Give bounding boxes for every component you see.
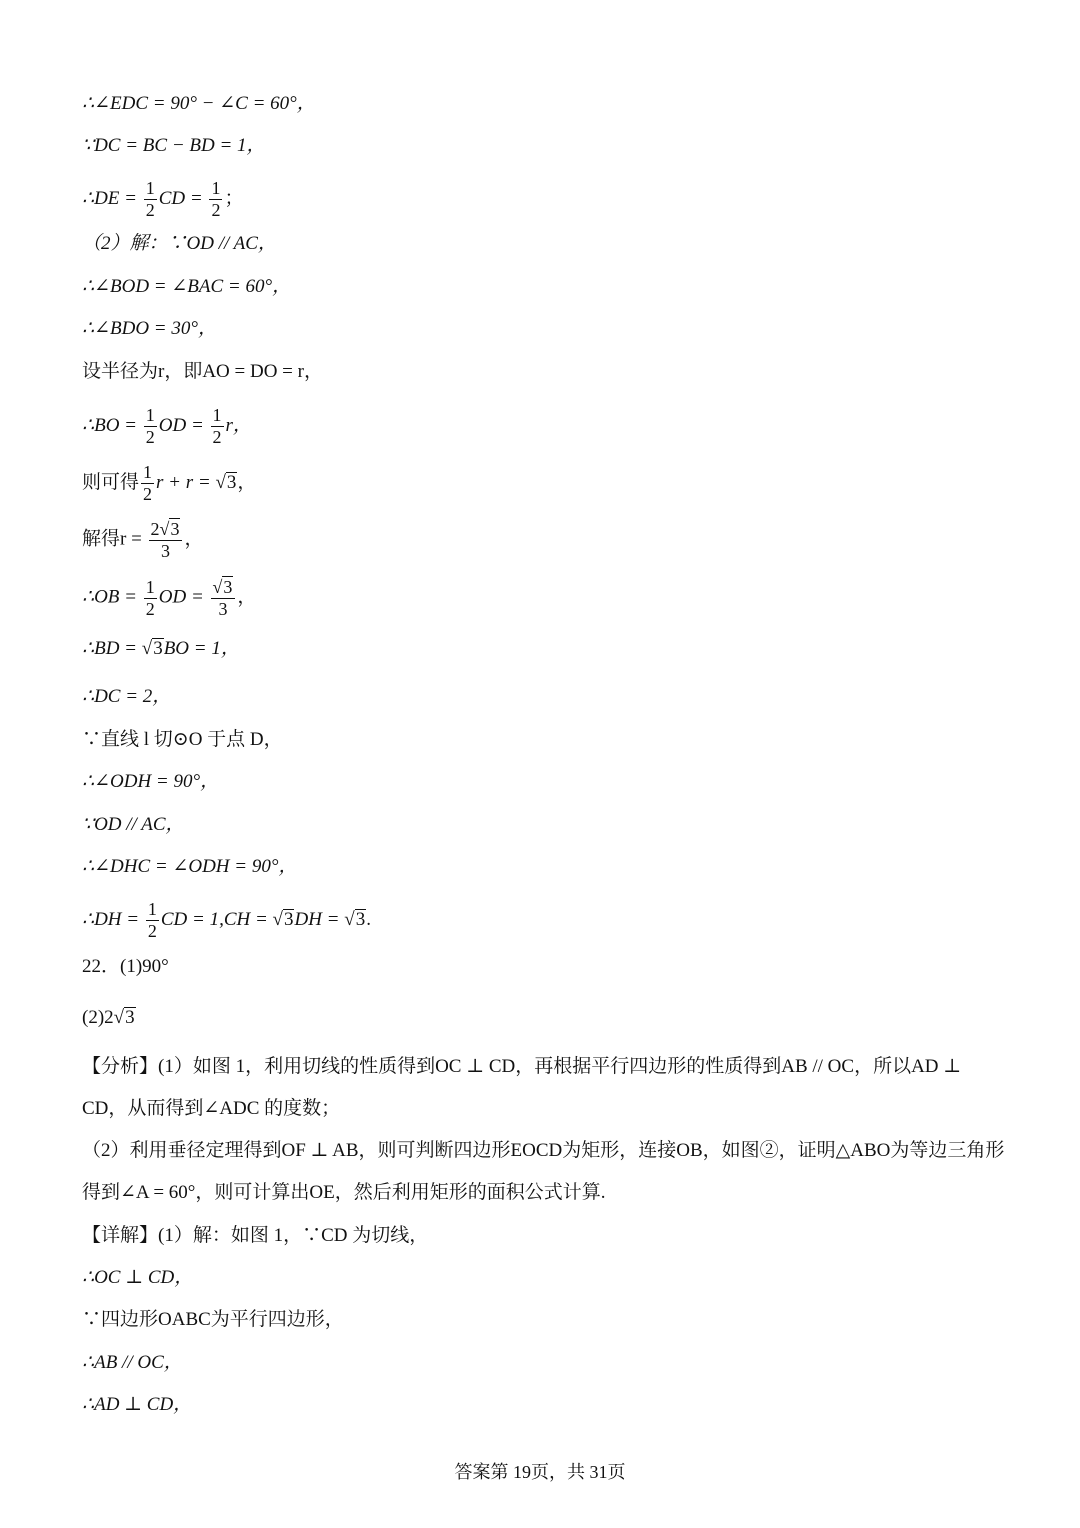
detail-ab-parallel xyxy=(82,1348,1020,1378)
fraction-r-value xyxy=(149,518,183,562)
step-text: ， xyxy=(184,528,204,550)
radicand: 3 xyxy=(125,1007,135,1028)
step-text: OD = xyxy=(158,414,204,436)
step-text: ∴DC = 2， xyxy=(82,686,172,707)
step-dc xyxy=(82,131,1020,161)
sqrt-3: √3 xyxy=(212,577,233,597)
step-text: ∴AB // OC， xyxy=(82,1352,183,1373)
numerator: 1 xyxy=(143,462,153,482)
step-radius xyxy=(82,357,1020,387)
step-text: ， xyxy=(237,471,257,493)
sqrt-3: √3 xyxy=(141,638,163,659)
denominator: 2 xyxy=(211,200,221,220)
radicand: 3 xyxy=(283,908,294,930)
denominator: 2 xyxy=(147,921,157,941)
fraction-half xyxy=(146,899,159,942)
numerator: 1 xyxy=(211,178,221,198)
step-text: ∴∠BDO = 30°， xyxy=(82,318,217,339)
sqrt-3: √3 xyxy=(344,908,366,930)
detail-oc-perp xyxy=(82,1263,1020,1293)
fraction-half xyxy=(144,178,157,221)
fraction-half xyxy=(141,462,154,505)
step-text: （2）解：∵OD // AC， xyxy=(82,233,277,254)
step-text: ∴BD = xyxy=(82,638,137,659)
step-text: ∴OB = xyxy=(82,586,137,608)
step-text: CD = 1,CH = xyxy=(160,908,268,930)
step-text: ∴DE = xyxy=(82,187,137,209)
step-text: 解得r = xyxy=(82,528,142,550)
step-dh-ch xyxy=(82,899,1020,942)
step-odh xyxy=(82,767,1020,797)
step-text: r， xyxy=(225,414,252,436)
step-equation xyxy=(82,462,1020,505)
denominator: 2 xyxy=(145,427,155,447)
fraction-half xyxy=(209,178,222,221)
step-text: ， xyxy=(237,586,257,608)
denominator: 2 xyxy=(145,598,155,619)
fraction-half xyxy=(144,577,157,620)
numerator xyxy=(149,518,183,541)
step-dhc xyxy=(82,852,1020,882)
step-angle-edc xyxy=(82,89,1020,119)
denominator: 3 xyxy=(160,541,170,561)
step-text: ∴∠DHC = ∠ODH = 90°， xyxy=(82,856,298,877)
step-solve-r xyxy=(82,518,1020,562)
denominator: 2 xyxy=(145,200,155,220)
question-22-answer-2 xyxy=(82,1003,1020,1033)
radicand: 3 xyxy=(223,577,233,597)
fraction-half xyxy=(144,405,157,448)
numerator: 1 xyxy=(145,576,155,597)
step-ob xyxy=(82,576,1020,620)
step-text: ； xyxy=(224,187,244,209)
step-text: OD = xyxy=(158,586,204,608)
step-text: ∵OD // AC， xyxy=(82,814,185,835)
step-text: (2)2 xyxy=(82,1007,114,1028)
radicand: 3 xyxy=(226,471,237,493)
step-text: ∴∠BOD = ∠BAC = 60°， xyxy=(82,276,292,297)
sqrt-3: √3 xyxy=(159,519,180,539)
step-text: ∴OC ⊥ CD， xyxy=(82,1267,194,1288)
step-text: ∴DH = xyxy=(82,908,140,930)
numerator xyxy=(211,576,236,599)
sqrt-3: √3 xyxy=(113,1007,135,1028)
step-text: 设半径为r，即AO = DO = r， xyxy=(82,361,323,382)
numerator: 1 xyxy=(145,405,155,425)
step-text: 则可得 xyxy=(82,471,140,493)
analysis-part1: 【分析】(1）如图 1，利用切线的性质得到OC ⊥ CD，再根据平行四边形的性质得到AB // OC，所以AD ⊥ CD，从而得到∠ADC 的度数； xyxy=(82,1056,962,1119)
step-bd xyxy=(82,634,1020,664)
fraction-half xyxy=(211,405,224,448)
step-text: ∴AD ⊥ CD， xyxy=(82,1394,193,1415)
step-text: 22．(1)90° xyxy=(82,956,169,977)
detail-parallelogram xyxy=(82,1305,1020,1335)
sqrt-3: √3 xyxy=(215,471,237,493)
step-text: 【详解】(1）解：如图 1，∵CD 为切线， xyxy=(82,1225,429,1246)
step-tangent xyxy=(82,725,1020,755)
step-text: DH = xyxy=(294,908,340,930)
step-de xyxy=(82,178,1020,221)
step-dc-2 xyxy=(82,682,1020,712)
step-text: ∴∠EDC = 90° − ∠C = 60°， xyxy=(82,93,316,114)
step-bdo xyxy=(82,314,1020,344)
radicand: 3 xyxy=(153,638,163,659)
analysis-part2: （2）利用垂径定理得到OF ⊥ AB，则可判断四边形EOCD为矩形，连接OB，如图②，证明△ABO为等边三角形得到∠A = 60°，则可计算出OE，然后利用矩形的面积公式计算. xyxy=(82,1140,1005,1203)
fraction-ob-value xyxy=(211,576,236,620)
step-bod xyxy=(82,272,1020,302)
step-bo xyxy=(82,405,1020,448)
step-text: ∴BO = xyxy=(82,414,137,436)
coefficient: 2 xyxy=(150,519,160,539)
question-22-answer-1 xyxy=(82,952,1020,982)
numerator: 1 xyxy=(145,178,155,198)
numerator: 1 xyxy=(147,899,157,919)
radicand: 3 xyxy=(355,908,366,930)
step-text: CD = xyxy=(158,187,203,209)
step-text: r + r = xyxy=(156,471,211,493)
denominator: 2 xyxy=(143,484,153,504)
denominator: 2 xyxy=(212,427,222,447)
step-text: . xyxy=(366,908,371,930)
step-text: ∴∠ODH = 90°， xyxy=(82,771,220,792)
step-text: ∵DC = BC − BD = 1， xyxy=(82,135,266,156)
page-footer: 答案第 19页，共 31页 xyxy=(454,1462,626,1482)
sqrt-3: √3 xyxy=(272,908,294,930)
part2-start xyxy=(82,229,1020,259)
step-text: ∵直线 l 切⊙O 于点 D， xyxy=(82,729,283,750)
radicand: 3 xyxy=(170,519,180,539)
denominator: 3 xyxy=(218,599,228,619)
detail-start xyxy=(82,1221,1020,1251)
step-parallel xyxy=(82,810,1020,840)
step-text: ∵四边形OABC为平行四边形， xyxy=(82,1309,344,1330)
numerator: 1 xyxy=(212,405,222,425)
step-text: BO = 1， xyxy=(163,638,240,659)
detail-ad-perp xyxy=(82,1390,1020,1420)
